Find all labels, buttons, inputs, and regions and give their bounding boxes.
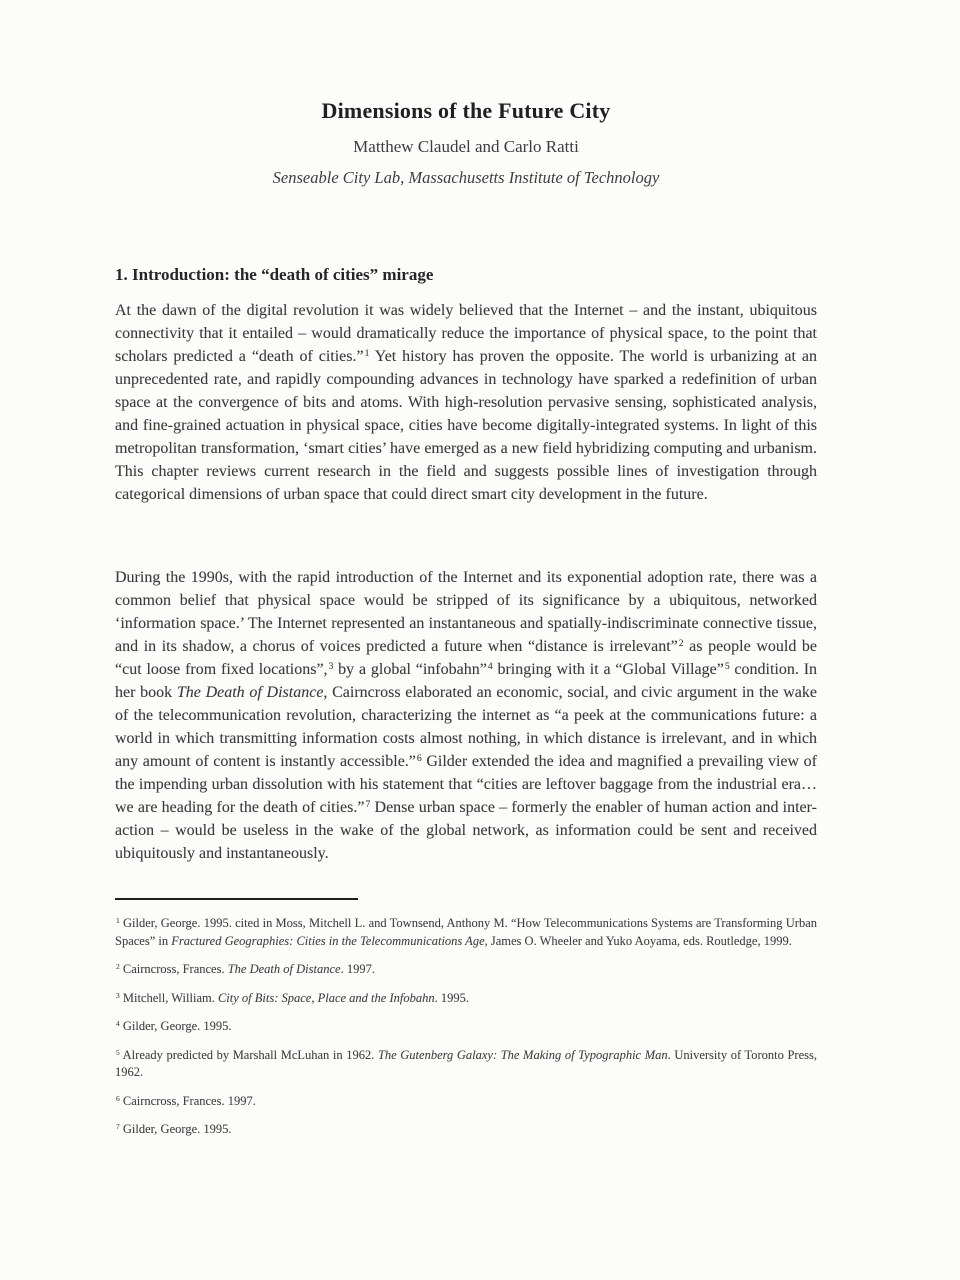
footnote-6: $^6$ Cairncross, Frances. 1997. xyxy=(116,1093,256,1108)
paper-affiliation: Senseable City Lab, Massachusetts Institute of Technology xyxy=(272,168,660,187)
footnote-4: $^4$ Gilder, George. 1995. xyxy=(116,1019,232,1033)
footnote-5: $^5$ Already predicted by Marshall McLuhan in 1962. The Gutenberg Galaxy: The Making of Typographic Man. University of Toronto Press, 1962. xyxy=(115,1047,817,1079)
paper-authors: Matthew Claudel and Carlo Ratti xyxy=(353,137,579,156)
footnote-3: $^3$ Mitchell, William. City of Bits: Space, Place and the Infobahn. 1995. xyxy=(116,990,469,1005)
paper-title: Dimensions of the Future City xyxy=(321,98,611,123)
paragraph-1990s: During the 1990s, with the rapid introduction of the Internet and its exponential adoption rate, there was a common belief that physical space would be stripped of its significance by a ubiquitous, networked ‘information space.’ The Internet represented an instantaneous and spatially-indiscriminate connective tissue, and in its shadow, a chorus of voices predicted a future when “distance is irrelevant”$^2$ as people would be “cut loose from fixed locations”,$^3$ by a global “infobahn”$^4$ bringing with it a “Global Village”$^5$ condition. In her book The Death of Distance, Cairncross elaborated an economic, social, and civic argument in the wake of the telecommunication revolution, characterizing the internet as “a peek at the communications future: a world in which transmitting information costs almost nothing, in which distance is irrelevant, and in which any amount of content is instantly accessible.”$^6$ Gilder extended the idea and magnified a prevailing view of the impending urban dissolution with his statement that “cities are leftover baggage from the industrial era… we are heading for the death of cities.”$^7$ Dense urban space – formerly the enabler of human action and inter-action – would be useless in the wake of the global network, as information could be sent and received ubiquitously and instantaneously. xyxy=(115,569,818,862)
footnote-separator xyxy=(115,898,358,900)
page-content xyxy=(115,0,817,1139)
paragraph-intro: At the dawn of the digital revolution it was widely believed that the Internet – and the instant, ubiquitous connectivity that it entailed – would dramatically reduce the importance of physical space, to the point that scholars predicted a “death of cities.”$^1$ Yet history has proven the opposite. The world is urbanizing at an unprecedented rate, and rapidly compounding advances in technology have sparked a redefinition of urban space at the convergence of bits and atoms. With high-resolution pervasive sensing, sophisticated analysis, and fine-grained actuation in physical space, cities have become digitally-integrated systems. In light of this metropolitan transformation, ‘smart cities’ have emerged as a new field hybridizing computing and urbanism. This chapter reviews current research in the field and suggests possible lines of investigation through categorical dimensions of urban space that could direct smart city development in the future. xyxy=(115,302,817,503)
footnote-2: $^2$ Cairncross, Frances. The Death of Distance. 1997. xyxy=(116,962,375,976)
footnote-7: $^7$ Gilder, George. 1995. xyxy=(116,1122,232,1136)
footnote-1: $^1$ Gilder, George. 1995. cited in Moss, Mitchell L. and Townsend, Anthony M. “How Telecommunications Systems are Transforming Urban Spaces” in Fractured Geographies: Cities in the Telecommunications Age, James O. Wheeler and Yuko Aoyama, eds. Routledge, 1999. xyxy=(115,916,817,948)
section-heading: 1. Introduction: the “death of cities” mirage xyxy=(115,265,434,284)
